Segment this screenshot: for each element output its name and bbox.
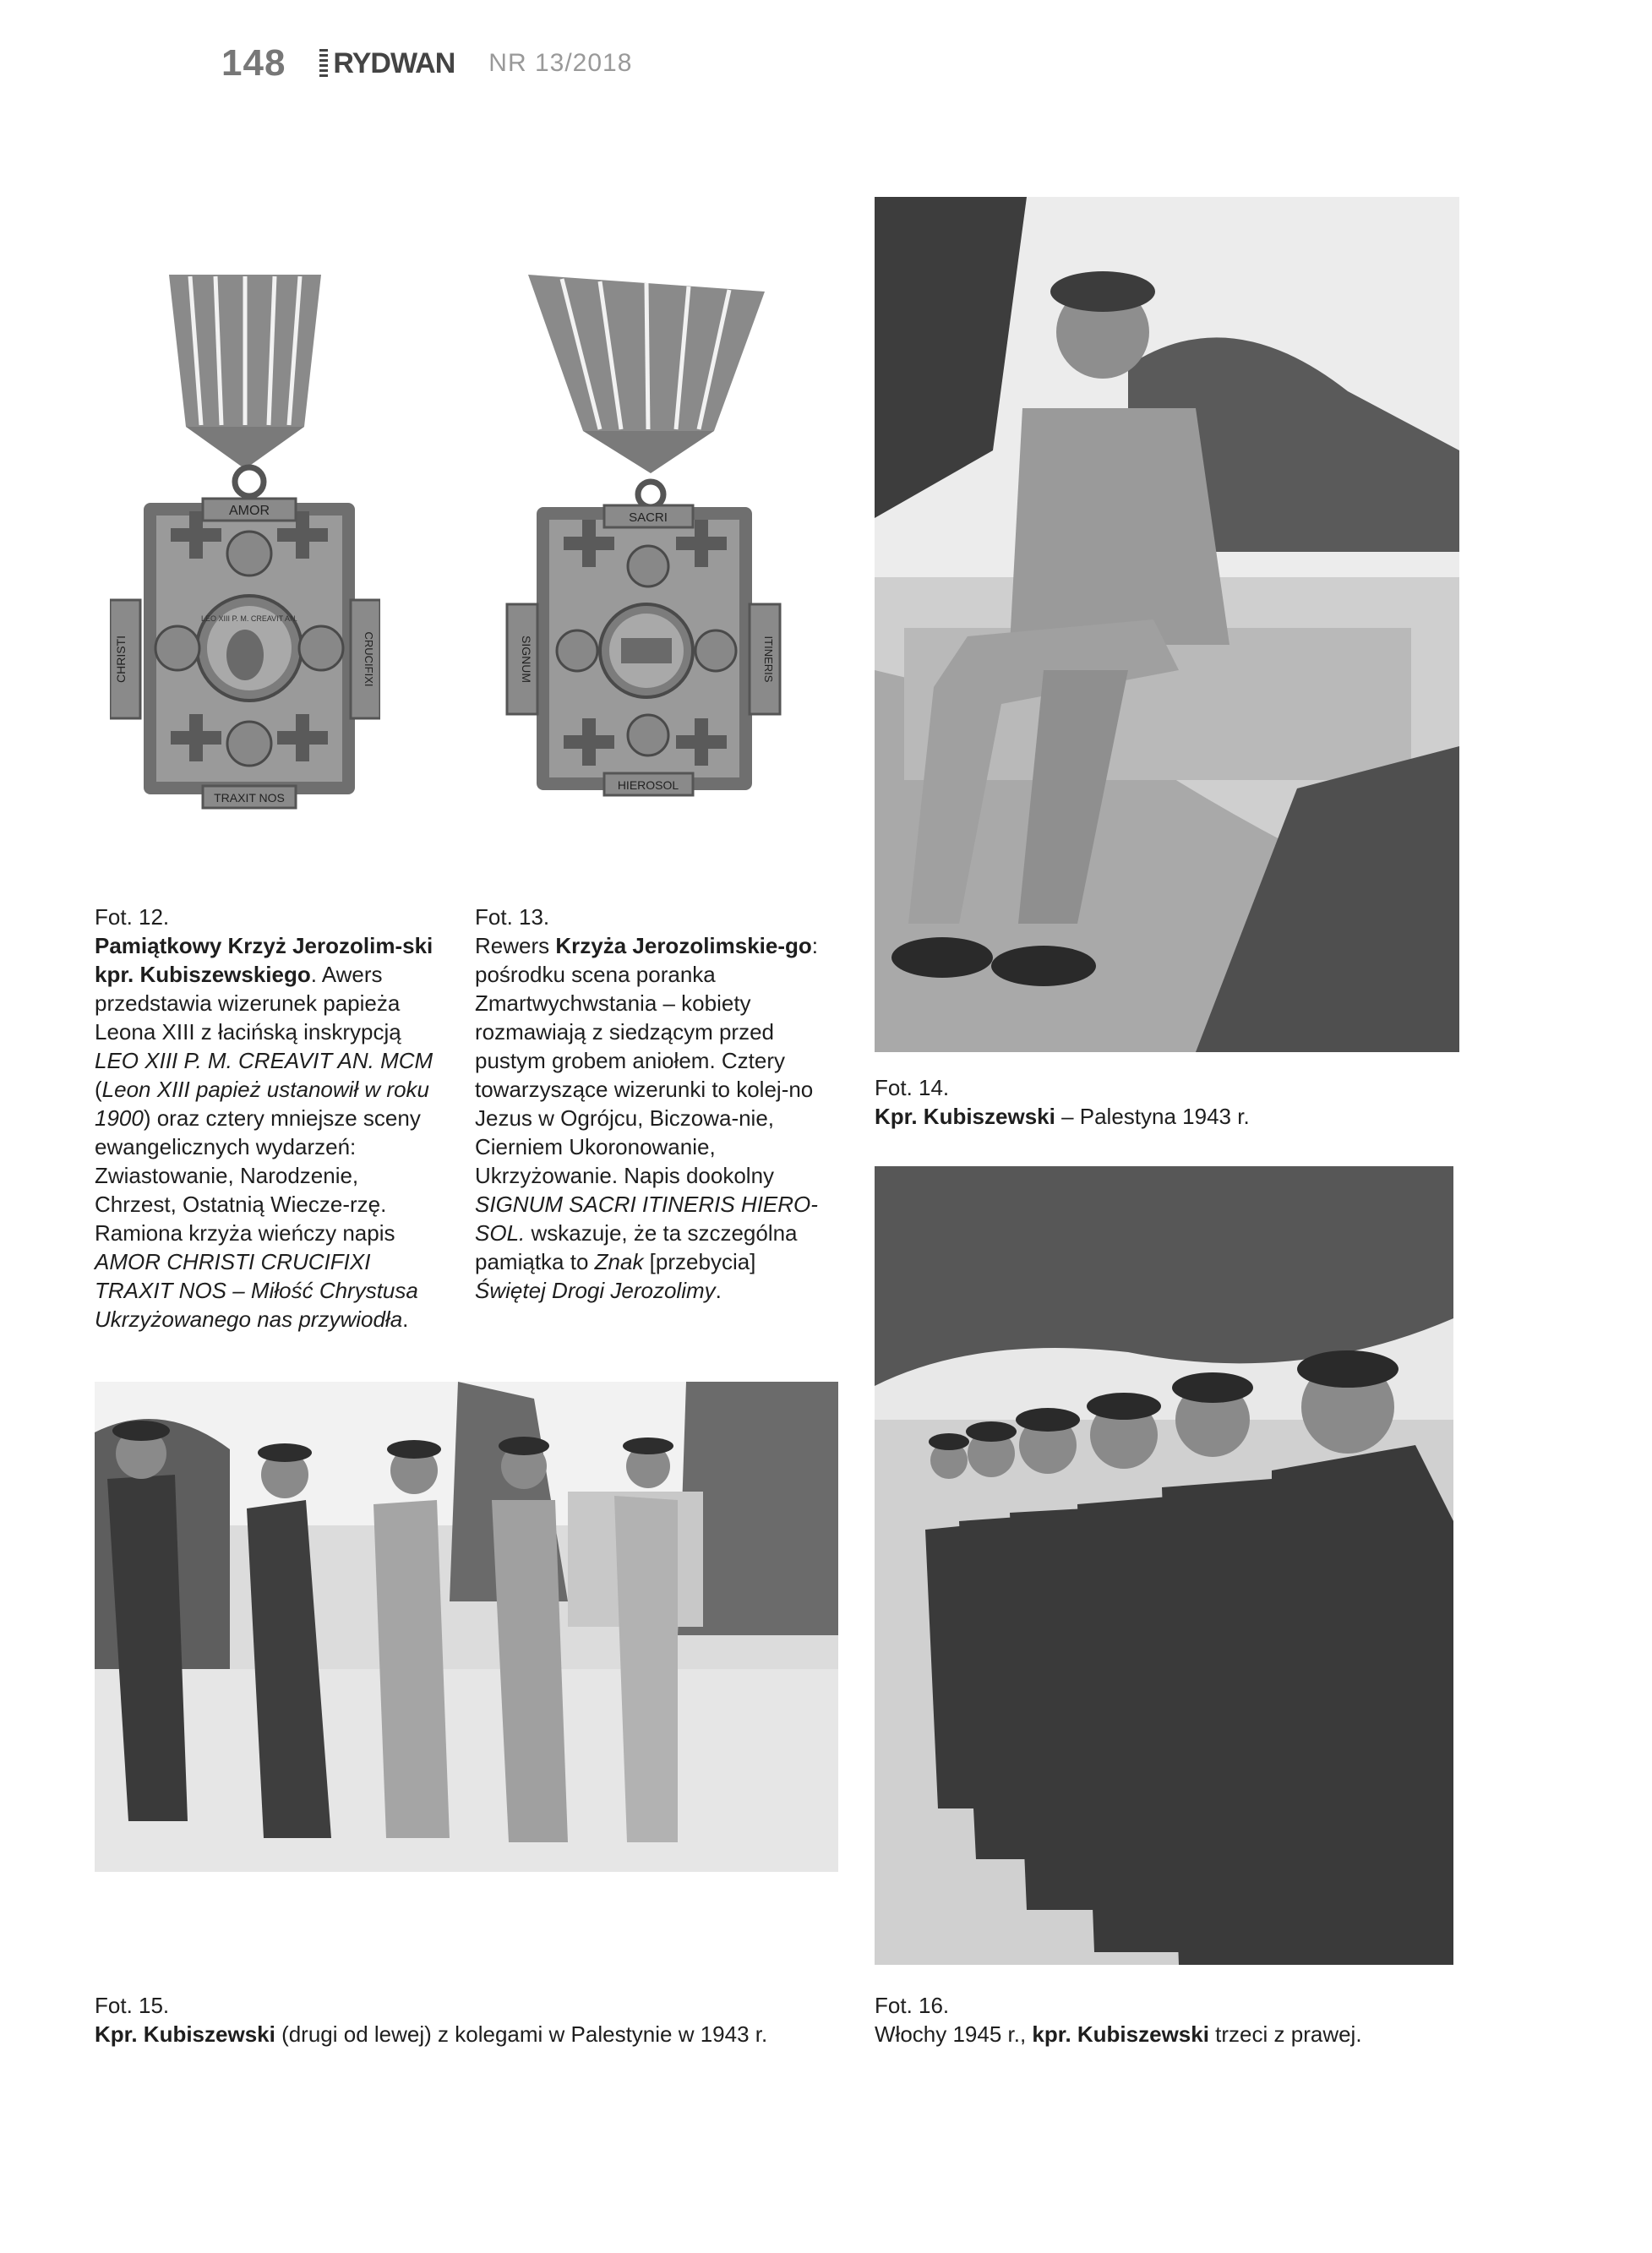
- medal-front-left-text: CHRISTI: [114, 636, 128, 683]
- photo-soldiers-walking-illustration: [95, 1382, 838, 1872]
- caption-fot-13-text-5: .: [715, 1278, 722, 1303]
- medal-front-bottom-text: TRAXIT NOS: [214, 791, 285, 805]
- photo-soldiers-line-illustration: [875, 1166, 1453, 1965]
- caption-fot-13-text-2: : pośrodku scena poranka Zmartwychwstania – kobiety rozmawiają z siedzącym przed pustym grobem aniołem. Cztery towarzyszące wizerunki to kolej-no Jezus w Ogrójcu, Biczowa-nie, Cierniem Ukoronowanie, Ukrzyżowanie. Napis dookolny: [475, 933, 819, 1188]
- caption-fot-13-title: Krzyża Jerozolimskie-go: [555, 933, 812, 958]
- caption-fot-15-bold: Kpr. Kubiszewski: [95, 2021, 275, 2047]
- caption-fot-14-body: [875, 1102, 1458, 1131]
- photo-soldiers-walking: [95, 1382, 838, 1872]
- caption-fot-14-label: Fot. 14.: [875, 1075, 950, 1100]
- caption-fot-14-bold: Kpr. Kubiszewski: [875, 1104, 1055, 1129]
- caption-fot-12-italic-3: AMOR CHRISTI CRUCIFIXI TRAXIT NOS – Miłość Chrystusa Ukrzyżowanego nas przywiodła: [95, 1249, 418, 1332]
- caption-fot-13-text-4: [przebycia]: [643, 1249, 756, 1274]
- caption-fot-14-text: – Palestyna 1943 r.: [1055, 1104, 1250, 1129]
- caption-fot-15-text: (drugi od lewej) z kolegami w Palestynie w 1943 r.: [275, 2021, 768, 2047]
- photo-medal-front: [110, 258, 380, 832]
- magazine-name: RYDWAN: [333, 46, 455, 79]
- medal-front-illustration: [110, 258, 380, 832]
- photo-soldier-sitting-illustration: [875, 197, 1459, 1052]
- photo-soldiers-line: [875, 1166, 1453, 1965]
- medal-back-bottom-text: HIEROSOL: [617, 778, 679, 792]
- caption-fot-13: [475, 903, 830, 1305]
- medal-back-top-text: SACRI: [629, 510, 668, 525]
- caption-fot-13-text-3: wskazuje, że ta szczególna pamiątka to: [475, 1220, 798, 1274]
- caption-fot-15: [95, 1991, 855, 2048]
- medal-front-right-text: CRUCIFIXI: [363, 631, 375, 687]
- caption-fot-16-body: [875, 2020, 1458, 2048]
- caption-fot-16-label: Fot. 16.: [875, 1993, 950, 2018]
- medal-front-top-text: AMOR: [229, 504, 270, 518]
- caption-fot-12-italic-1: LEO XIII P. M. CREAVIT AN. MCM: [95, 1048, 433, 1073]
- caption-fot-12-body: [95, 931, 445, 1334]
- medal-back-illustration: [503, 266, 786, 799]
- caption-fot-13-italic-2: Znak: [594, 1249, 644, 1274]
- medal-back-right-text: ITINERIS: [762, 636, 775, 683]
- page-number: 148: [221, 42, 286, 84]
- caption-fot-12-text-4: .: [402, 1307, 409, 1332]
- caption-fot-16: [875, 1991, 1458, 2048]
- caption-fot-12: [95, 903, 445, 1334]
- caption-fot-13-italic-1: SIGNUM SACRI ITINERIS HIERO-SOL.: [475, 1192, 818, 1246]
- caption-fot-14: [875, 1073, 1458, 1131]
- medal-front-center-text: LEO XIII P. M. CREAVIT AN.: [200, 614, 298, 623]
- magazine-logo: [319, 47, 455, 80]
- caption-fot-12-title: Pamiątkowy Krzyż Jerozolim-ski kpr. Kubiszewskiego: [95, 933, 433, 987]
- issue-number: NR 13/2018: [488, 49, 633, 77]
- caption-fot-12-text-1: . Awers przedstawia wizerunek papieża Leona XIII z łacińską inskrypcją: [95, 962, 401, 1045]
- medal-back-left-text: SIGNUM: [520, 636, 533, 683]
- caption-fot-13-italic-3: Świętej Drogi Jerozolimy: [475, 1278, 716, 1303]
- caption-fot-12-text-2: (: [95, 1077, 102, 1102]
- photo-soldier-sitting: [875, 197, 1459, 1052]
- caption-fot-16-bold: kpr. Kubiszewski: [1032, 2021, 1209, 2047]
- page-header: [221, 42, 632, 85]
- caption-fot-12-italic-2: Leon XIII papież ustanowił w roku 1900: [95, 1077, 430, 1131]
- caption-fot-13-body: [475, 931, 830, 1305]
- caption-fot-15-label: Fot. 15.: [95, 1993, 170, 2018]
- caption-fot-12-label: Fot. 12.: [95, 904, 170, 930]
- photo-medal-back: [503, 266, 786, 799]
- caption-fot-13-text-1: Rewers: [475, 933, 556, 958]
- caption-fot-15-body: [95, 2020, 855, 2048]
- caption-fot-16-text-2: trzeci z prawej.: [1208, 2021, 1362, 2047]
- caption-fot-13-label: Fot. 13.: [475, 904, 550, 930]
- logo-mark-icon: [319, 49, 328, 78]
- caption-fot-12-text-3: ) oraz cztery mniejsze sceny ewangelicznych wydarzeń: Zwiastowanie, Narodzenie, Chrzest, Ostatnią Wiecze-rzę. Ramiona krzyża wieńczy napis: [95, 1105, 421, 1246]
- caption-fot-16-text-1: Włochy 1945 r.,: [875, 2021, 1033, 2047]
